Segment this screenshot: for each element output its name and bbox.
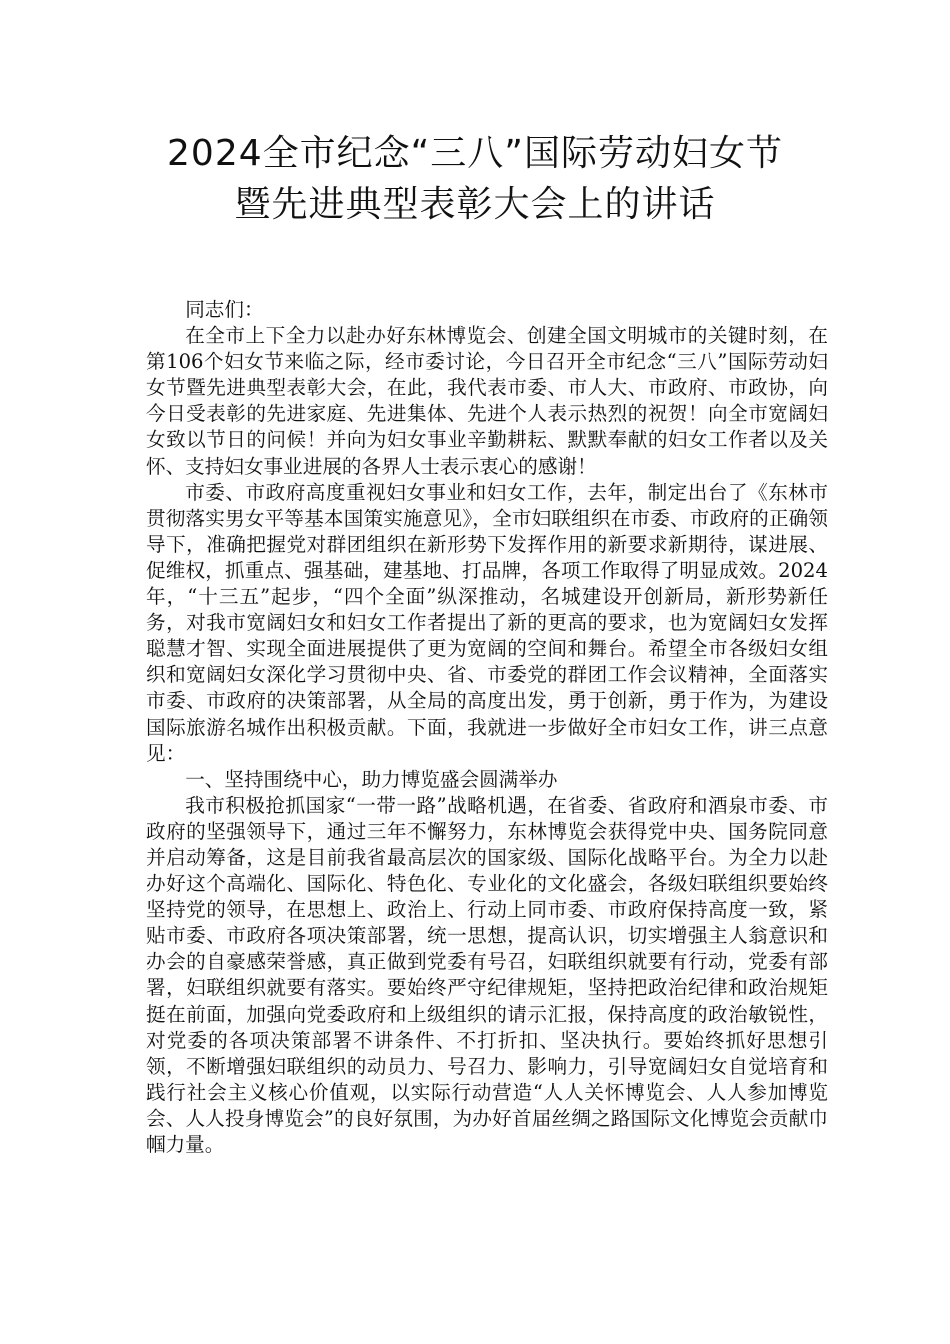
section-heading-1: 一、坚持围绕中心，助力博览盛会圆满举办 [185, 767, 558, 791]
title-line-2: 暨先进典型表彰大会上的讲话 [234, 184, 716, 225]
title-line-1: 2024全市纪念“三八”国际劳动妇女节 [167, 133, 783, 174]
document-title [100, 128, 850, 230]
document-body [146, 297, 828, 1158]
paragraph-3: 我市积极抢抓国家“一带一路”战略机遇，在省委、省政府和酒泉市委、市政府的坚强领导下，通过三年不懈努力，东林博览会获得党中央、国务院同意并启动筹备，这是目前我省最高层次的国家级、国际化战略平台。为全力以赴办好这个高端化、国际化、特色化、专业化的文化盛会，各级妇联组织要始终坚持党的领导，在思想上、政治上、行动上同市委、市政府保持高度一致，紧贴市委、市政府各项决策部署，统一思想，提高认识，切实增强主人翁意识和办会的自豪感荣誉感，真正做到党委有号召，妇联组织就要有行动，党委有部署，妇联组织就要有落实。要始终严守纪律规矩，坚持把政治纪律和政治规矩挺在前面，加强向党委政府和上级组织的请示汇报，保持高度的政治敏锐性，对党委的各项决策部署不讲条件、不打折扣、坚决执行。要始终抓好思想引领，不断增强妇联组织的动员力、号召力、影响力，引导宽阔妇女自觉培育和践行社会主义核心价值观，以实际行动营造“人人关怀博览会、人人参加博览会、人人投身博览会”的良好氛围，为办好首届丝绸之路国际文化博览会贡献巾帼力量。 [146, 793, 828, 1156]
paragraph-2: 市委、市政府高度重视妇女事业和妇女工作，去年，制定出台了《东林市贯彻落实男女平等基本国策实施意见》，全市妇联组织在市委、市政府的正确领导下，准确把握党对群团组织在新形势下发挥作用的新要求新期待，谋进展、促维权，抓重点、强基础，建基地、打品牌，各项工作取得了明显成效。2024年，“十三五”起步，“四个全面”纵深推动，名城建设开创新局，新形势新任务，对我市宽阔妇女和妇女工作者提出了新的更高的要求，也为宽阔妇女发挥聪慧才智、实现全面进展提供了更为宽阔的空间和舞台。希望全市各级妇女组织和宽阔妇女深化学习贯彻中央、省、市委党的群团工作会议精神，全面落实市委、市政府的决策部署，从全局的高度出发，勇于创新，勇于作为，为建设国际旅游名城作出积极贡献。下面，我就进一步做好全市妇女工作，讲三点意见： [146, 480, 828, 765]
greeting: 同志们： [185, 298, 264, 321]
paragraph-1: 在全市上下全力以赴办好东林博览会、创建全国文明城市的关键时刻，在第106个妇女节来临之际，经市委讨论，今日召开全市纪念“三八”国际劳动妇女节暨先进典型表彰大会，在此，我代表市委、市人大、市政府、市政协，向今日受表彰的先进家庭、先进集体、先进个人表示热烈的祝贺！向全市宽阔妇女致以节日的问候！并向为妇女事业辛勤耕耘、默默奉献的妇女工作者以及关怀、支持妇女事业进展的各界人士表示衷心的感谢！ [146, 324, 828, 478]
